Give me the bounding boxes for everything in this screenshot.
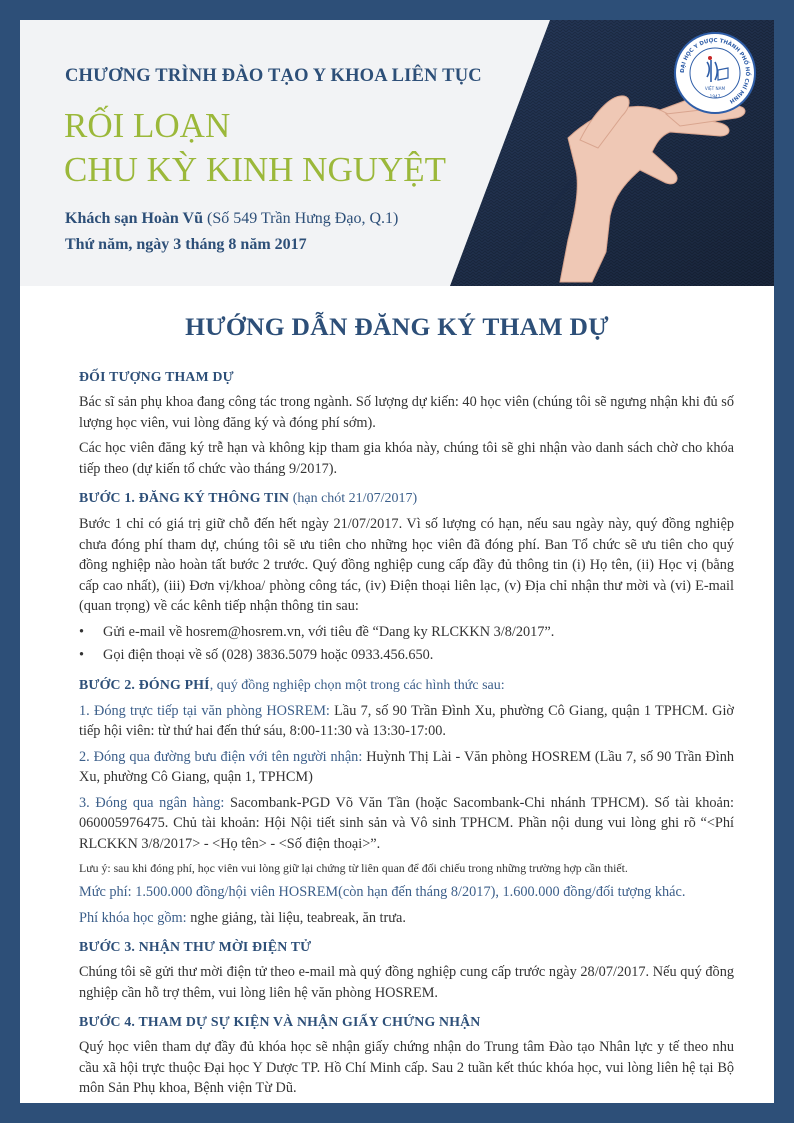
header-banner bbox=[20, 20, 774, 286]
event-title-line1: RỐI LOẠN bbox=[64, 106, 231, 145]
venue-line bbox=[65, 210, 398, 228]
seal-country: VIỆT NAM bbox=[704, 86, 726, 91]
list-item bbox=[79, 622, 734, 643]
event-title bbox=[64, 104, 446, 192]
seal-year: 1947 bbox=[709, 94, 721, 99]
payment-option-3 bbox=[79, 793, 734, 855]
venue-name: Khách sạn Hoàn Vũ bbox=[65, 210, 203, 227]
step3-body: Chúng tôi sẽ gửi thư mời điện tử theo e-mail mà quý đồng nghiệp cung cấp trước ngày 28/07/2017. Nếu quý đồng nghiệp cần hỗ trợ thêm, vui lòng liên hệ văn phòng HOSREM. bbox=[79, 964, 734, 1001]
section-audience-title: ĐỐI TƯỢNG THAM DỰ bbox=[79, 369, 234, 384]
payment-option-3-label: 3. Đóng qua ngân hàng: bbox=[79, 794, 225, 811]
step4-title: BƯỚC 4. THAM DỰ SỰ KIỆN VÀ NHẬN GIẤY CHỨNG NHẬN bbox=[79, 1014, 481, 1029]
fee-includes-text: nghe giảng, tài liệu, teabreak, ăn trưa. bbox=[186, 909, 406, 926]
payment-option-3-text: Sacombank-PGD Võ Văn Tần (hoặc Sacombank-Chi nhánh TPHCM). Số tài khoản: 060005976475. Chủ tài khoản: Hội Nội tiết sinh sản và Vô sinh TPHCM. Phần nội dung vui lòng ghi rõ “<Phí RLCKKN 3/8/2017> - <Họ tên> - <Số điện thoại>”. bbox=[79, 794, 734, 852]
bullet-icon: • bbox=[79, 623, 85, 640]
payment-option-2-text: Huỳnh Thị Lài - Văn phòng HOSREM (Lầu 7, số 90 Trần Đình Xu, phường Cô Giang, quận 1, TPHCM) bbox=[79, 748, 734, 785]
payment-option-2-label: 2. Đóng qua đường bưu điện với tên người nhận: bbox=[79, 748, 363, 765]
bullet-icon: • bbox=[79, 647, 85, 663]
fee-line: Mức phí: 1.500.000 đồng/hội viên HOSREM(còn hạn đến tháng 8/2017), 1.600.000 đồng/đối tượng khác. bbox=[79, 884, 686, 900]
contact-phone-text: Gọi điện thoại về số (028) 3836.5079 hoặc 0933.456.650. bbox=[103, 647, 434, 663]
payment-option-2 bbox=[79, 747, 734, 788]
event-date: Thứ năm, ngày 3 tháng 8 năm 2017 bbox=[65, 236, 307, 253]
event-title-line2: CHU KỲ KINH NGUYỆT bbox=[64, 150, 447, 189]
step1-deadline: (hạn chót 21/07/2017) bbox=[289, 491, 418, 506]
main-heading: HƯỚNG DẪN ĐĂNG KÝ THAM DỰ bbox=[185, 312, 609, 341]
payment-note: Lưu ý: sau khi đóng phí, học viên vui lòng giữ lại chứng từ liên quan để đối chiếu trong những trường hợp cần thiết. bbox=[79, 861, 628, 875]
step4-body: Quý học viên tham dự đầy đủ khóa học sẽ nhận giấy chứng nhận do Trung tâm Đào tạo Nhân lực y tế theo nhu cầu xã hội trực thuộc Đại học Y Dược TP. Hồ Chí Minh cấp. Sau 2 tuần kết thúc khóa học, vui lòng liên hệ tại Bộ môn Sản Phụ khoa, Bệnh viện Từ Dũ. bbox=[79, 1039, 734, 1096]
payment-option-1-text: Lầu 7, số 90 Trần Đình Xu, phường Cô Giang, quận 1 TPHCM. Giờ tiếp hội viên: từ thứ hai đến thứ sáu, 8:00-11:30 và 13:30-17:00. bbox=[79, 702, 734, 739]
fee-includes-label: Phí khóa học gồm: bbox=[79, 909, 187, 926]
step1-body: Bước 1 chỉ có giá trị giữ chỗ đến hết ngày 21/07/2017. Vì số lượng có hạn, nếu sau ngày này, quý đồng nghiệp chưa đóng phí tham dự, chúng tôi sẽ ưu tiên cho những học viên đã đóng phí. Ban Tổ chức sẽ ưu tiên cho quý đồng nghiệp nào hoàn tất bước 2 trước. Quý đồng nghiệp cung cấp đầy đủ thông tin (i) Họ tên, (ii) Học vị (bằng cấp cao nhất), (iii) Đơn vị/khoa/ phòng công tác, (iv) Điện thoại liên lạc, (v) Địa chỉ nhận thư mời và (vi) E-mail (quan trọng) về các kênh tiếp nhận thông tin sau: bbox=[79, 516, 734, 614]
step2-subtitle: , quý đồng nghiệp chọn một trong các hình thức sau: bbox=[209, 677, 505, 693]
payment-option-1 bbox=[79, 701, 734, 742]
list-item bbox=[79, 645, 734, 666]
page bbox=[20, 20, 774, 1103]
seal-ring-text: ĐẠI HỌC Y DƯỢC THÀNH PHỐ HỒ CHÍ MINH bbox=[679, 37, 751, 105]
audience-paragraph-1: Bác sĩ sản phụ khoa đang công tác trong ngành. Số lượng dự kiến: 40 học viên (chúng tôi sẽ ngưng nhận khi đủ số lượng học viên, vui lòng đăng ký và đóng phí sớm). bbox=[79, 394, 734, 431]
venue-address: (Số 549 Trần Hưng Đạo, Q.1) bbox=[202, 210, 399, 227]
registration-guide bbox=[79, 358, 734, 1103]
contact-email-text: Gửi e-mail về hosrem@hosrem.vn, với tiêu đề “Dang ky RLCKKN 3/8/2017”. bbox=[103, 623, 555, 640]
step1-contact-list bbox=[79, 622, 734, 666]
step1-title-text: BƯỚC 1. ĐĂNG KÝ THÔNG TIN bbox=[79, 490, 290, 505]
step1-title bbox=[79, 488, 734, 509]
payment-option-1-label: 1. Đóng trực tiếp tại văn phòng HOSREM: bbox=[79, 702, 330, 719]
university-seal-icon bbox=[674, 32, 756, 114]
program-kicker: CHƯƠNG TRÌNH ĐÀO TẠO Y KHOA LIÊN TỤC bbox=[65, 66, 482, 86]
step3-title: BƯỚC 3. NHẬN THƯ MỜI ĐIỆN TỬ bbox=[79, 939, 312, 954]
step2-title-text: BƯỚC 2. ĐÓNG PHÍ bbox=[79, 676, 210, 692]
fee-includes bbox=[79, 908, 734, 929]
audience-paragraph-2: Các học viên đăng ký trễ hạn và không kịp tham gia khóa này, chúng tôi sẽ ghi nhận vào danh sách chờ cho khóa tiếp theo (dự kiến tổ chức vào tháng 9/2017). bbox=[79, 440, 734, 477]
step2-title bbox=[79, 675, 734, 696]
